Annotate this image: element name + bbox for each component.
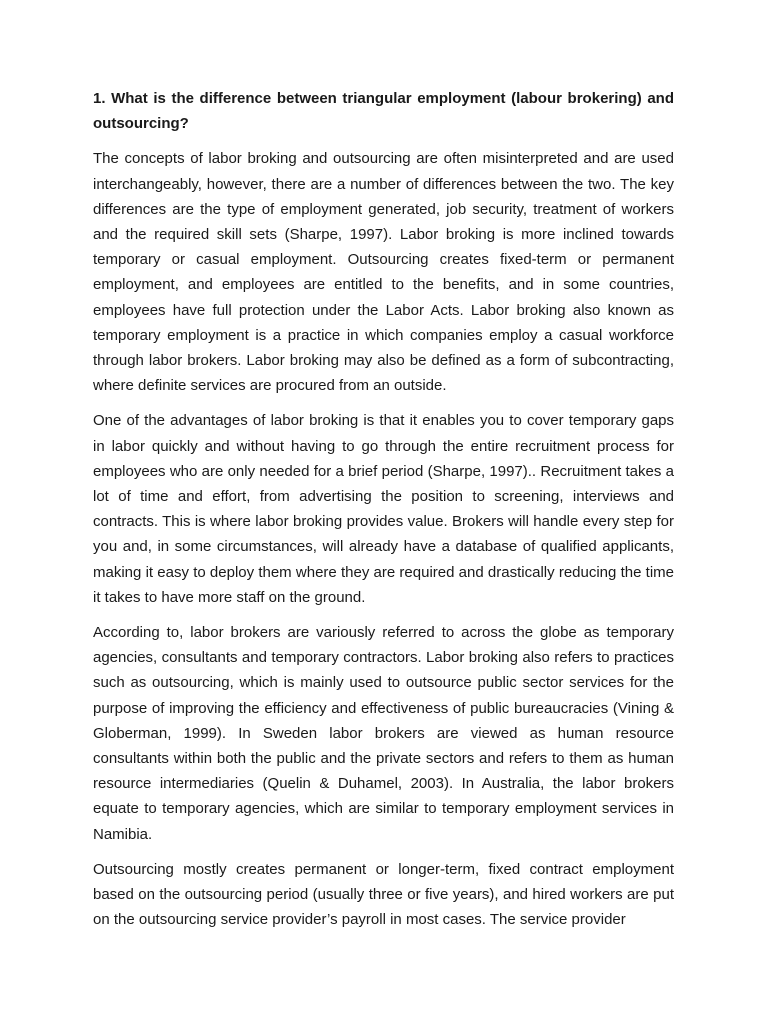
paragraph-outsourcing: Outsourcing mostly creates permanent or longer-term, fixed contract employment based on the outsourcing period (usually three or five years), and hired workers are put on the outsourcing service provider’s payroll in most cases. The service provider — [93, 860, 674, 929]
paragraph-advantages: One of the advantages of labor broking is that it enables you to cover temporary gaps in labor quickly and without having to go through the entire recruitment process for employees who are only needed for a brief period (Sharpe, 1997).. Recruitment takes a lot of time and effort, from advertising the position to screening, interviews and contracts. This is where labor broking provides value. Brokers will handle every step for you and, in some circumstances, will already have a database of qualified applicants, making it easy to deploy them where they are required and drastically reducing the time it takes to have more staff on the ground. — [93, 412, 674, 606]
paragraph-definitions: The concepts of labor broking and outsourcing are often misinterpreted and are used interchangeably, however, there are a number of differences between the two. The key differences are the type of employment generated, job security, treatment of workers and the required skill sets (Sharpe, 1997). Labor broking is more inclined towards temporary or casual employment. Outsourcing creates fixed-term or permanent employment, and employees are entitled to the benefits, and in some countries, employees have full protection under the Labor Acts. Labor broking also known as temporary employment is a practice in which companies employ a casual workforce through labor brokers. Labor broking may also be defined as a form of subcontracting, where definite services are procured from an outside. — [93, 150, 674, 395]
paragraph-terminology: According to, labor brokers are variously referred to across the globe as temporary agencies, consultants and temporary contractors. Labor broking also refers to practices such as outsourcing, which is mainly used to outsource public sector services for the purpose of improving the efficiency and effectiveness of public bureaucracies (Vining & Globerman, 1999). In Sweden labor brokers are viewed as human resource consultants within both the public and the private sectors and refers to them as human resource intermediaries (Quelin & Duhamel, 2003). In Australia, the labor brokers equate to temporary agencies, which are similar to temporary employment services in Namibia. — [93, 624, 674, 843]
section-heading: 1. What is the difference between triangular employment (labour brokering) and outsourcing? — [93, 90, 674, 133]
document-page — [93, 86, 674, 943]
